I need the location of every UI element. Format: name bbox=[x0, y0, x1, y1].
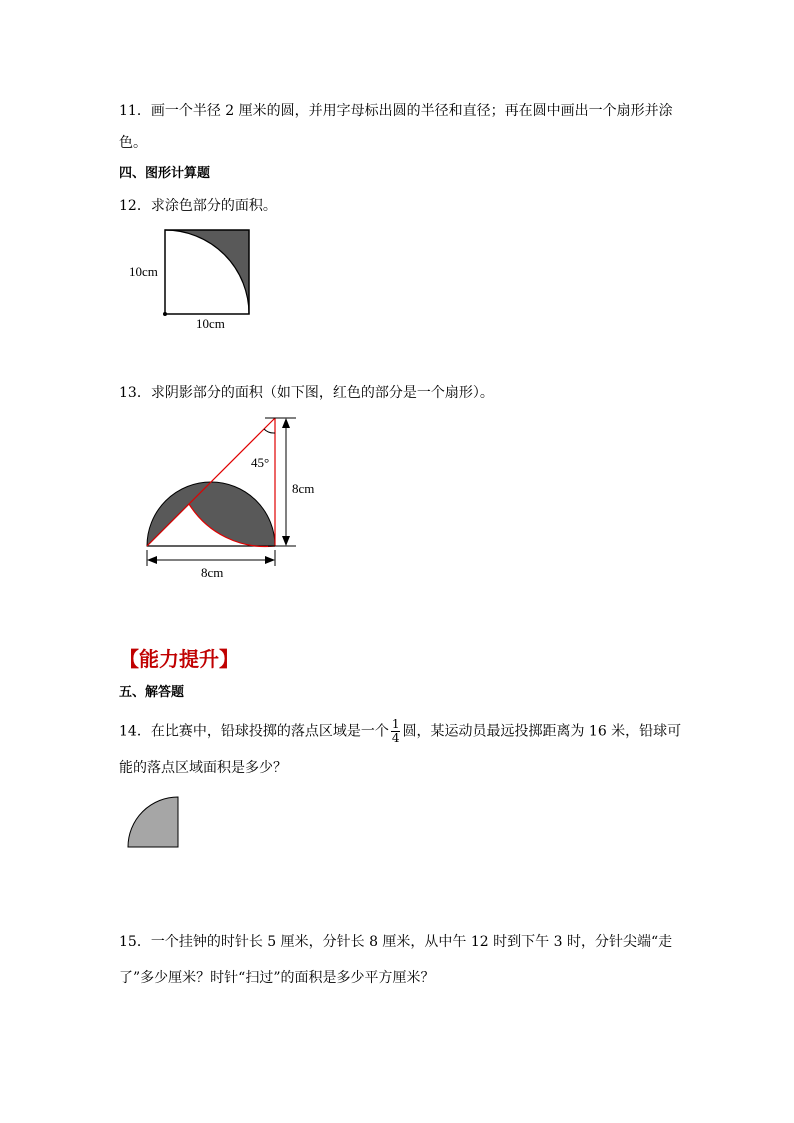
question-15-line-2: 了”多少厘米？时针“扫过”的面积是多少平方厘米？ bbox=[119, 970, 435, 986]
q12-figure bbox=[129, 230, 249, 331]
q13-figure bbox=[147, 418, 314, 580]
question-14-line-1 bbox=[119, 718, 681, 745]
question-12-text: 12．求涂色部分的面积。 bbox=[119, 198, 277, 214]
q14-figure bbox=[128, 797, 178, 847]
question-11-line-2: 色。 bbox=[119, 135, 147, 151]
question-11-line-1: 11．画一个半径 2 厘米的圆，并用字母标出圆的半径和直径；再在圆中画出一个扇形并涂 bbox=[119, 103, 673, 119]
ability-banner: 【能力提升】 bbox=[119, 647, 239, 671]
q13-angle-arc bbox=[264, 429, 275, 433]
q13-height-label: 8cm bbox=[292, 481, 315, 496]
section-5-title: 五、解答题 bbox=[119, 685, 185, 700]
section-4-title: 四、图形计算题 bbox=[119, 166, 211, 181]
q14-after: 圆，某运动员最远投掷距离为 16 米，铅球可 bbox=[402, 723, 682, 740]
q14-frac-den: 4 bbox=[391, 731, 400, 745]
q12-shaded-region bbox=[165, 230, 249, 314]
q12-bottom-label: 10cm bbox=[196, 316, 225, 331]
q12-center-dot bbox=[163, 312, 167, 316]
q14-before: 14．在比赛中，铅球投掷的落点区域是一个 bbox=[119, 723, 389, 740]
question-14-line-2: 能的落点区域面积是多少？ bbox=[119, 760, 287, 776]
q14-quarter-circle bbox=[128, 797, 178, 847]
question-15-line-1: 15．一个挂钟的时针长 5 厘米，分针长 8 厘米，从中午 12 时到下午 3 时，分针尖端“走 bbox=[119, 934, 673, 950]
q14-frac-num: 1 bbox=[391, 717, 400, 731]
q13-base-label: 8cm bbox=[201, 565, 224, 580]
q14-fraction bbox=[391, 718, 401, 745]
q12-side-label: 10cm bbox=[129, 264, 158, 279]
question-13-text: 13．求阴影部分的面积（如下图，红色的部分是一个扇形）。 bbox=[119, 385, 494, 401]
q13-angle-label: 45° bbox=[251, 455, 270, 470]
